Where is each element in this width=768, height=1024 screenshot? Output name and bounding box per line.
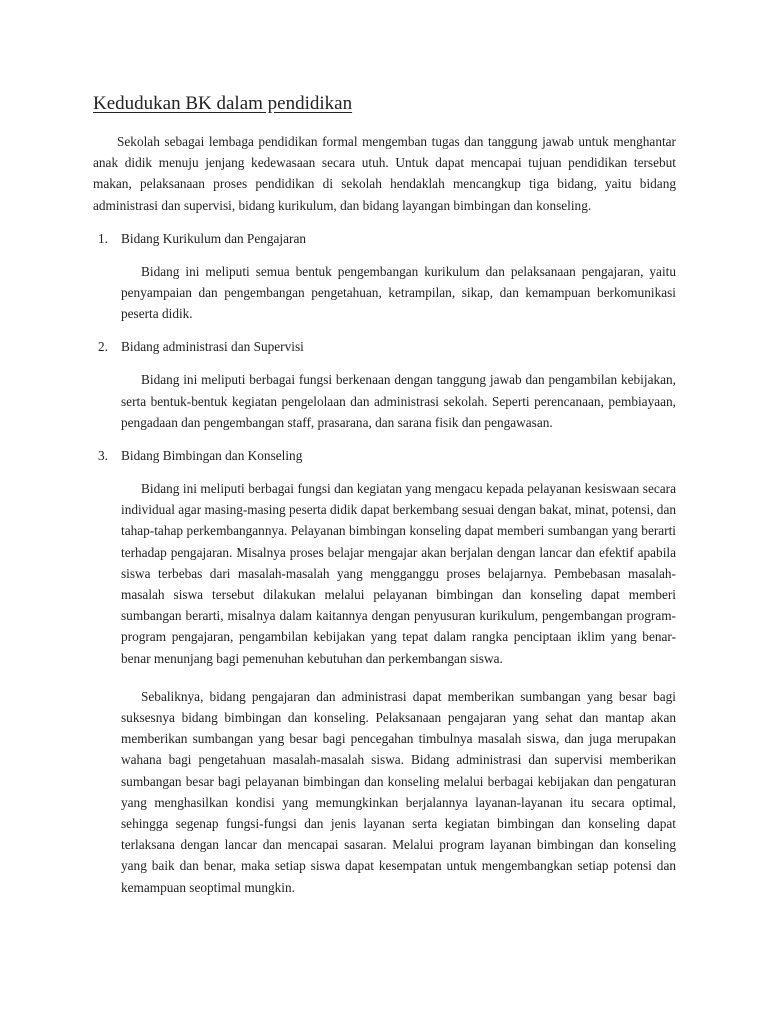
section-heading-administrasi <box>93 336 676 357</box>
section-paragraph: Sebaliknya, bidang pengajaran dan administrasi dapat memberikan sumbangan yang besar bagi suksesnya bidang bimbingan dan konseling. Pelaksanaan pengajaran yang sehat dan mantap akan memberikan sumbangan yang besar bagi pencegahan timbulnya masalah siswa, dan juga merupakan wahana bagi pengetahuan masalah-masalah siswa. Bidang administrasi dan supervisi memberikan sumbangan besar bagi pelayanan bimbingan dan konseling melalui berbagai kebijakan dan pengaturan yang menghasilkan kondisi yang memungkinkan berjalannya layanan-layanan itu secara optimal, sehingga segenap fungsi-fungsi dan jenis layanan serta kegiatan bimbingan dan konseling dapat terlaksana dengan lancar dan mencapai sasaran. Melalui program layanan bimbingan dan konseling yang baik dan benar, maka setiap siswa dapat kesempatan untuk mengembangkan setiap potensi dan kemampuan seoptimal mungkin. <box>121 688 676 895</box>
document-title: Kedudukan BK dalam pendidikan <box>93 93 353 114</box>
section-paragraph: Bidang ini meliputi semua bentuk pengembangan kurikulum dan pelaksanaan pengajaran, yaitu penyampaian dan pengembangan pengetahuan, ketrampilan, sikap, dan kemampuan berkomunikasi peserta didik. <box>121 263 676 322</box>
section-paragraph: Bidang ini meliputi berbagai fungsi dan kegiatan yang mengacu kepada pelayanan kesiswaan secara individual agar masing-masing peserta didik dapat berkembang sesuai dengan bakat, minat, potensi, dan tahap-tahap perkembangannya. Pelayanan bimbingan konseling dapat memberi sumbangan yang berarti terhadap pengajaran. Misalnya proses belajar mengajar akan berjalan dengan lancar dan efektif apabila siswa terbebas dari masalah-masalah yang mengganggu proses belajarnya. Pembebasan masalah-masalah siswa tersebut dilakukan melalui pelayanan bimbingan dan konseling dapat memberi sumbangan berarti, misalnya dalam kaitannya dengan penyusuran kurikulum, pengembangan program-program pengajaran, pengambilan kebijakan yang tepat dalam rangka penciptaan iklim yang benar-benar menunjang bagi pemenuhan kebutuhan dan perkembangan siswa. <box>121 481 676 666</box>
section-number: 1. <box>98 230 108 246</box>
section-number: 2. <box>98 339 108 355</box>
intro-paragraph: Sekolah sebagai lembaga pendidikan formal mengemban tugas dan tanggung jawab untuk menghantar anak didik menuju jenjang kedewasaan secara utuh. Untuk dapat mencapai tujuan pendidikan tersebut makan, pelaksanaan proses pendidikan di sekolah hendaklah mencangkup tiga bidang, yaitu bidang administrasi dan supervisi, bidang kurikulum, dan bidang layangan bimbingan dan konseling. <box>93 134 676 213</box>
section-number: 3. <box>98 448 108 464</box>
document-page <box>93 92 676 898</box>
section-heading-text: Bidang administrasi dan Supervisi <box>121 339 304 355</box>
section-heading-bimbingan <box>93 445 676 466</box>
section-heading-kurikulum <box>93 228 676 249</box>
section-heading-text: Bidang Kurikulum dan Pengajaran <box>121 230 307 246</box>
section-heading-text: Bidang Bimbingan dan Konseling <box>121 448 303 464</box>
section-paragraph: Bidang ini meliputi berbagai fungsi berkenaan dengan tanggung jawab dan pengambilan kebijakan, serta bentuk-bentuk kegiatan pengelolaan dan administrasi sekolah. Seperti perencanaan, pembiayaan, pengadaan dan pengembangan staff, prasarana, dan sarana fisik dan pengawasan. <box>121 372 676 430</box>
